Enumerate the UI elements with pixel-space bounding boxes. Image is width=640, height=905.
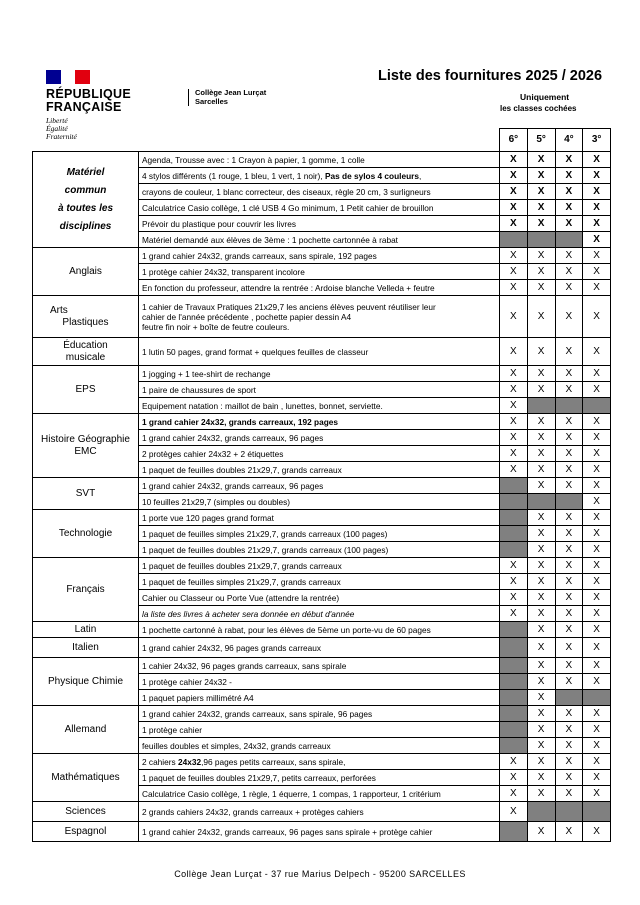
item-text: 1 paire de chaussures de sport xyxy=(139,382,500,398)
table-row: 1 protège cahier X X X xyxy=(33,722,611,738)
subject-svt: SVT xyxy=(33,478,139,510)
motto-liberte: Liberté xyxy=(46,116,68,125)
table-row: Italien 1 grand cahier 24x32, 96 pages grands carreaux X X X xyxy=(33,638,611,658)
subject-histoire-geographie: Histoire Géographie EMC xyxy=(33,414,139,478)
motto-fraternite: Fraternité xyxy=(46,132,77,141)
subject-francais: Français xyxy=(33,558,139,622)
item-text: En fonction du professeur, attendre la rentrée : Ardoise blanche Velleda + feutre xyxy=(139,280,500,296)
item-text: 1 protège cahier xyxy=(139,722,500,738)
item-text: 1 paquet de feuilles simples 21x29,7, grands carreaux xyxy=(139,574,500,590)
subtitle-uniquement: Uniquement xyxy=(520,92,570,102)
subject-physique-chimie: Physique Chimie xyxy=(33,658,139,706)
subject-sciences: Sciences xyxy=(33,802,139,822)
table-row: crayons de couleur, 1 blanc correcteur, des ciseaux, règle 20 cm, 3 surligneurs X X X X xyxy=(33,184,611,200)
subject-italien: Italien xyxy=(33,638,139,658)
item-text: Equipement natation : maillot de bain , lunettes, bonnet, serviette. xyxy=(139,398,500,414)
subject-latin: Latin xyxy=(33,622,139,638)
table-row: Allemand 1 grand cahier 24x32, grands carreaux, sans spirale, 96 pages X X X xyxy=(33,706,611,722)
subject-allemand: Allemand xyxy=(33,706,139,754)
item-text: 1 paquet de feuilles simples 21x29,7, grands carreaux (100 pages) xyxy=(139,526,500,542)
item-text: crayons de couleur, 1 blanc correcteur, des ciseaux, règle 20 cm, 3 surligneurs xyxy=(139,184,500,200)
table-row: 1 paquet papiers millimétré A4 X xyxy=(33,690,611,706)
item-text: 10 feuilles 21x29,7 (simples ou doubles) xyxy=(139,494,500,510)
table-row: EPS 1 jogging + 1 tee-shirt de rechange X X X X xyxy=(33,366,611,382)
table-row: 1 paquet de feuilles simples 21x29,7, grands carreaux (100 pages) X X X xyxy=(33,526,611,542)
table-row: la liste des livres à acheter sera donnée en début d'année X X X X xyxy=(33,606,611,622)
page-title: Liste des fournitures 2025 / 2026 xyxy=(378,68,603,84)
item-text: 1 jogging + 1 tee-shirt de rechange xyxy=(139,366,500,382)
item-text: 1 protège cahier 24x32, transparent incolore xyxy=(139,264,500,280)
table-row: 1 paquet de feuilles doubles 21x29,7, petits carreaux, perforées X X X X xyxy=(33,770,611,786)
item-text: 1 cahier de Travaux Pratiques 21x29,7 les anciens élèves peuvent réutiliser leur cahier de l'année précédente , pochette papier dessin A4 feutre fin noir + boîte de feutre couleurs. xyxy=(139,296,500,338)
item-text: la liste des livres à acheter sera donnée en début d'année xyxy=(139,606,500,622)
subject-materiel-commun: Matériel commun à toutes les disciplines xyxy=(33,152,139,248)
item-text: Prévoir du plastique pour couvrir les livres xyxy=(139,216,500,232)
level-4: 4° xyxy=(555,129,583,152)
table-row: Anglais 1 grand cahier 24x32, grands carreaux, sans spirale, 192 pages X X X X xyxy=(33,248,611,264)
table-row: 1 paquet de feuilles doubles 21x29,7, grands carreaux (100 pages) X X X xyxy=(33,542,611,558)
item-text: 2 protèges cahier 24x32 + 2 étiquettes xyxy=(139,446,500,462)
item-text: 2 grands cahiers 24x32, grands carreaux + protèges cahiers xyxy=(139,802,500,822)
table-header-row xyxy=(33,129,611,152)
table-row: Français 1 paquet de feuilles doubles 21x29,7, grands carreaux X X X X xyxy=(33,558,611,574)
subject-espagnol: Espagnol xyxy=(33,822,139,842)
table-row: Matériel commun à toutes les disciplines Agenda, Trousse avec : 1 Crayon à papier, 1 gomme, 1 colle X X X X xyxy=(33,152,611,168)
table-row: 1 paquet de feuilles doubles 21x29,7, grands carreaux X X X X xyxy=(33,462,611,478)
item-text: 1 cahier 24x32, 96 pages grands carreaux, sans spirale xyxy=(139,658,500,674)
table-row: Mathématiques 2 cahiers 24x32,96 pages petits carreaux, sans spirale, X X X X xyxy=(33,754,611,770)
table-row: Cahier ou Classeur ou Porte Vue (attendre la rentrée) X X X X xyxy=(33,590,611,606)
table-row: 1 paquet de feuilles simples 21x29,7, grands carreaux X X X X xyxy=(33,574,611,590)
table-row: Histoire Géographie EMC 1 grand cahier 24x32, grands carreaux, 192 pages X X X X xyxy=(33,414,611,430)
rf-line2: FRANÇAISE xyxy=(46,100,122,114)
table-row: SVT 1 grand cahier 24x32, grands carreaux, 96 pages X X X xyxy=(33,478,611,494)
table-row: Physique Chimie 1 cahier 24x32, 96 pages grands carreaux, sans spirale X X X xyxy=(33,658,611,674)
table-row: Technologie 1 porte vue 120 pages grand format X X X xyxy=(33,510,611,526)
table-row: 1 grand cahier 24x32, grands carreaux, 96 pages X X X X xyxy=(33,430,611,446)
motto-egalite: Égalité xyxy=(46,124,68,133)
french-flag-icon xyxy=(46,70,90,84)
level-5: 5° xyxy=(527,129,555,152)
level-3: 3° xyxy=(583,129,611,152)
item-text: 1 porte vue 120 pages grand format xyxy=(139,510,500,526)
item-text: 1 grand cahier 24x32, grands carreaux, 96 pages sans spirale + protège cahier xyxy=(139,822,500,842)
rf-line1: RÉPUBLIQUE xyxy=(46,87,131,101)
item-text: 1 grand cahier 24x32, grands carreaux, 192 pages xyxy=(139,414,500,430)
college-name xyxy=(188,89,266,106)
item-text: Agenda, Trousse avec : 1 Crayon à papier, 1 gomme, 1 colle xyxy=(139,152,500,168)
table-row: Sciences 2 grands cahiers 24x32, grands carreaux + protèges cahiers X xyxy=(33,802,611,822)
college-line1: Collège Jean Lurçat xyxy=(195,88,267,97)
item-text: 1 grand cahier 24x32, grands carreaux, sans spirale, 192 pages xyxy=(139,248,500,264)
item-text: 1 paquet de feuilles doubles 21x29,7, grands carreaux (100 pages) xyxy=(139,542,500,558)
item-text: 2 cahiers 24x32,96 pages petits carreaux, sans spirale, xyxy=(139,754,500,770)
item-text: 1 pochette cartonné à rabat, pour les élèves de 5ème un porte-vu de 60 pages xyxy=(139,622,500,638)
table-row: feuilles doubles et simples, 24x32, grands carreaux X X X xyxy=(33,738,611,754)
table-row: 10 feuilles 21x29,7 (simples ou doubles) X xyxy=(33,494,611,510)
item-text: Matériel demandé aux élèves de 3ème : 1 pochette cartonnée à rabat xyxy=(139,232,500,248)
item-text: 1 grand cahier 24x32, 96 pages grands carreaux xyxy=(139,638,500,658)
level-6: 6° xyxy=(500,129,528,152)
table-row: Arts Plastiques 1 cahier de Travaux Pratiques 21x29,7 les anciens élèves peuvent réutiliser leur cahier de l'année précédente , pochette papier dessin A4 feutre fin noir + boîte de feutre couleurs. X X X X xyxy=(33,296,611,338)
table-row: Calculatrice Casio collège, 1 règle, 1 équerre, 1 compas, 1 rapporteur, 1 critérium X X X X xyxy=(33,786,611,802)
item-text: 4 stylos différents (1 rouge, 1 bleu, 1 vert, 1 noir), Pas de sylos 4 couleurs, xyxy=(139,168,500,184)
table-row: 2 protèges cahier 24x32 + 2 étiquettes X X X X xyxy=(33,446,611,462)
table-row: Espagnol 1 grand cahier 24x32, grands carreaux, 96 pages sans spirale + protège cahier X X X xyxy=(33,822,611,842)
subject-mathematiques: Mathématiques xyxy=(33,754,139,802)
item-text: 1 grand cahier 24x32, grands carreaux, sans spirale, 96 pages xyxy=(139,706,500,722)
item-text: 1 grand cahier 24x32, grands carreaux, 96 pages xyxy=(139,430,500,446)
item-text: feuilles doubles et simples, 24x32, grands carreaux xyxy=(139,738,500,754)
college-line2: Sarcelles xyxy=(195,96,228,106)
table-row: Prévoir du plastique pour couvrir les livres X X X X xyxy=(33,216,611,232)
table-row: Calculatrice Casio collège, 1 clé USB 4 Go minimum, 1 Petit cahier de brouillon X X X X xyxy=(33,200,611,216)
item-text: Calculatrice Casio collège, 1 règle, 1 équerre, 1 compas, 1 rapporteur, 1 critérium xyxy=(139,786,500,802)
item-text: 1 paquet papiers millimétré A4 xyxy=(139,690,500,706)
subject-eps: EPS xyxy=(33,366,139,414)
item-text: 1 paquet de feuilles doubles 21x29,7, grands carreaux xyxy=(139,462,500,478)
subject-arts-plastiques: Arts Plastiques xyxy=(33,296,139,338)
table-row: 4 stylos différents (1 rouge, 1 bleu, 1 vert, 1 noir), Pas de sylos 4 couleurs, X X X X xyxy=(33,168,611,184)
item-text: 1 lutin 50 pages, grand format + quelques feuilles de classeur xyxy=(139,338,500,366)
supplies-table xyxy=(32,128,611,842)
item-text: Calculatrice Casio collège, 1 clé USB 4 Go minimum, 1 Petit cahier de brouillon xyxy=(139,200,500,216)
table-row: 1 paire de chaussures de sport X X X X xyxy=(33,382,611,398)
subject-anglais: Anglais xyxy=(33,248,139,296)
table-row: Latin 1 pochette cartonné à rabat, pour les élèves de 5ème un porte-vu de 60 pages X X X xyxy=(33,622,611,638)
item-text: 1 protège cahier 24x32 - xyxy=(139,674,500,690)
subject-education-musicale: Éducation musicale xyxy=(33,338,139,366)
table-row: 1 protège cahier 24x32, transparent incolore X X X X xyxy=(33,264,611,280)
item-text: Cahier ou Classeur ou Porte Vue (attendre la rentrée) xyxy=(139,590,500,606)
table-row: En fonction du professeur, attendre la rentrée : Ardoise blanche Velleda + feutre X X X X xyxy=(33,280,611,296)
item-text: 1 grand cahier 24x32, grands carreaux, 96 pages xyxy=(139,478,500,494)
subject-technologie: Technologie xyxy=(33,510,139,558)
table-row: Equipement natation : maillot de bain , lunettes, bonnet, serviette. X xyxy=(33,398,611,414)
item-text: 1 paquet de feuilles doubles 21x29,7, petits carreaux, perforées xyxy=(139,770,500,786)
item-text: 1 paquet de feuilles doubles 21x29,7, grands carreaux xyxy=(139,558,500,574)
subtitle-classes: les classes cochées xyxy=(500,104,577,113)
footer-address: Collège Jean Lurçat - 37 rue Marius Delpech - 95200 SARCELLES xyxy=(174,869,466,879)
table-row: Éducation musicale 1 lutin 50 pages, grand format + quelques feuilles de classeur X X X X xyxy=(33,338,611,366)
table-row: 1 protège cahier 24x32 - X X X xyxy=(33,674,611,690)
table-row: Matériel demandé aux élèves de 3ème : 1 pochette cartonnée à rabat X xyxy=(33,232,611,248)
